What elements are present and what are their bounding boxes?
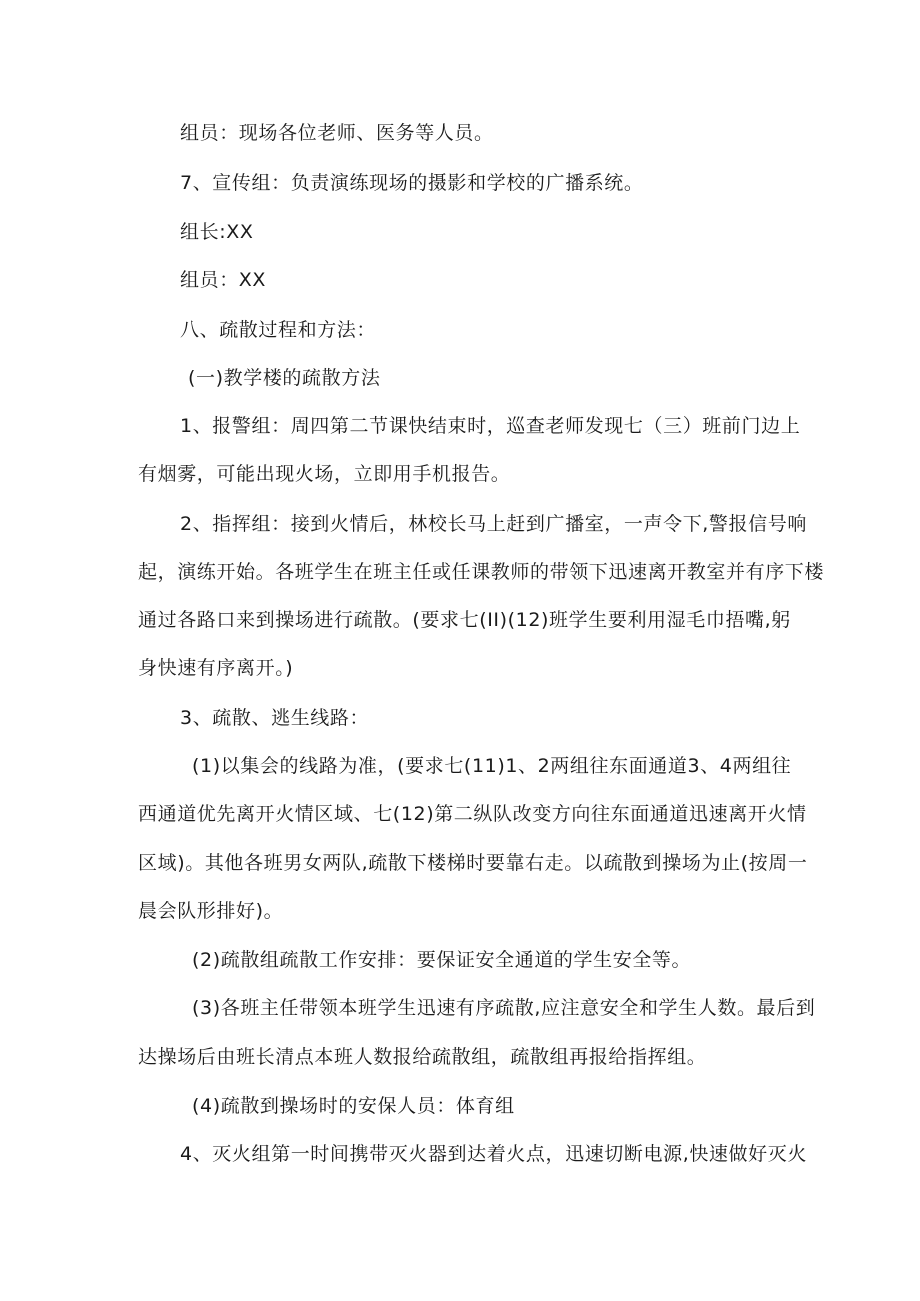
paragraph-line: 达操场后由班长清点本班人数报给疏散组，疏散组再报给指挥组。 (138, 1046, 707, 1068)
section-heading: 3、疏散、逃生线路： (180, 707, 370, 729)
section-heading: 八、疏散过程和方法： (180, 319, 377, 341)
paragraph-line: 区域)。其他各班男女两队,疏散下楼梯时要靠右走。以疏散到操场为止(按周一 (138, 852, 808, 874)
paragraph-line: 组员：现场各位老师、医务等人员。 (180, 122, 494, 144)
paragraph-line: 7、宣传组：负责演练现场的摄影和学校的广播系统。 (180, 172, 644, 194)
paragraph-line: 组员：XX (180, 269, 267, 291)
paragraph-line: 组长:XX (180, 221, 254, 243)
paragraph-line: 西通道优先离开火情区域、七(12)第二纵队改变方向往东面通道迅速离开火情 (138, 803, 807, 825)
paragraph-line: 起，演练开始。各班学生在班主任或任课教师的带领下迅速离开教室并有序下楼 (138, 561, 825, 583)
paragraph-line: 身快速有序离开。) (138, 657, 294, 679)
paragraph-line: (4)疏散到操场时的安保人员：体育组 (192, 1095, 515, 1117)
paragraph-line: 2、指挥组：接到火情后，林校长马上赶到广播室，一声令下,警报信号响 (180, 513, 807, 535)
paragraph-line: 晨会队形排好)。 (138, 900, 284, 922)
subsection-heading: (一)教学楼的疏散方法 (188, 367, 381, 389)
paragraph-line: 1、报警组：周四第二节课快结束时，巡查老师发现七（三）班前门边上 (180, 415, 801, 437)
paragraph-line: (3)各班主任带领本班学生迅速有序疏散,应注意安全和学生人数。最后到 (192, 997, 816, 1019)
paragraph-line: (1)以集会的线路为准，(要求七(11)1、2两组往东面通道3、4两组往 (192, 755, 792, 777)
paragraph-line: 通过各路口来到操场进行疏散。(要求七(II)(12)班学生要利用湿毛巾捂嘴,躬 (138, 609, 791, 631)
paragraph-line: 有烟雾，可能出现火场，立即用手机报告。 (138, 463, 511, 485)
paragraph-line: 4、灭火组第一时间携带灭火器到达着火点，迅速切断电源,快速做好灭火 (180, 1143, 807, 1165)
paragraph-line: (2)疏散组疏散工作安排：要保证安全通道的学生安全等。 (192, 949, 692, 971)
